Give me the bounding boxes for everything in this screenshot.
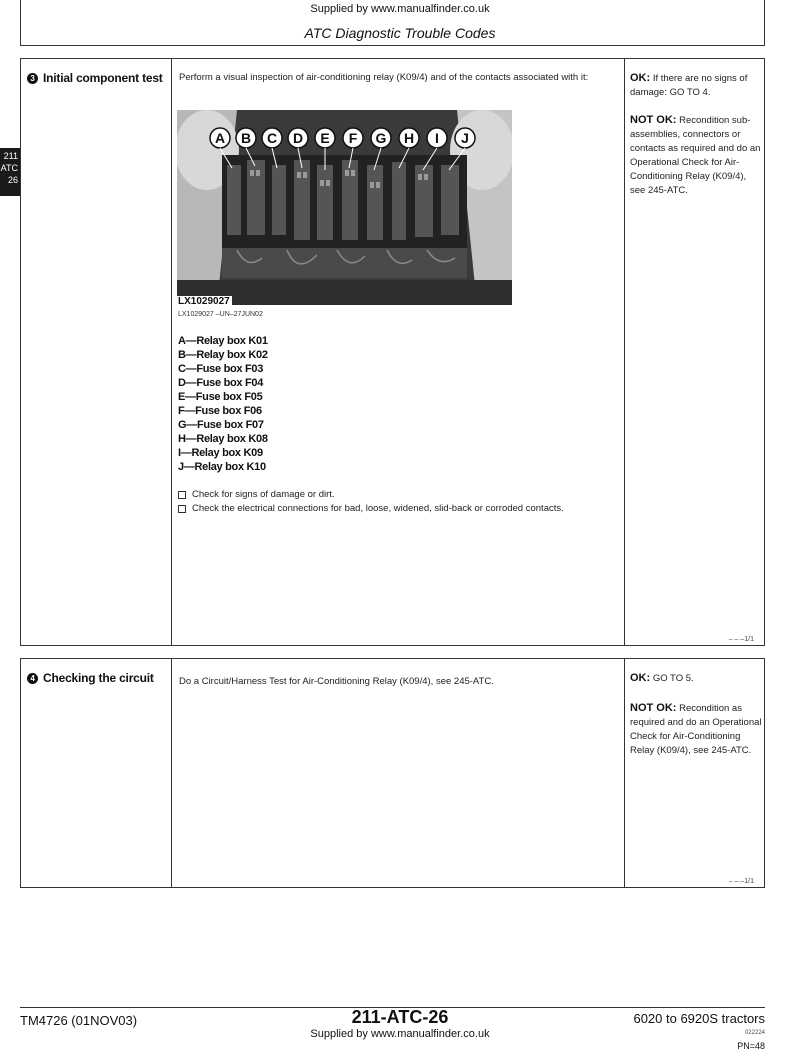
side-tab-line3: 26	[7, 175, 18, 185]
page-title: ATC Diagnostic Trouble Codes	[304, 25, 496, 41]
page-mark: – – –1/1	[728, 636, 754, 643]
check-item	[178, 488, 608, 502]
callout-label: J	[461, 130, 469, 146]
callout-label: H	[403, 130, 415, 146]
not-ok-text: Recondition sub-assemblies, connectors or contacts as required and do an Operational Check for Air-Conditioning Relay (K09/4), see 245-ATC.	[630, 115, 761, 196]
callout-label: F	[348, 130, 358, 146]
callout-label: E	[320, 130, 330, 146]
column-divider	[171, 659, 172, 887]
not-ok-text: Recondition as required and do an Operational Check for Air-Conditioning Relay (K09/4), see 245-ATC.	[630, 703, 762, 756]
callout-label: G	[375, 130, 387, 146]
footer-pn: PN=48	[737, 1041, 765, 1051]
legend-item: D—Fuse box F04	[178, 377, 264, 389]
legend-item: I—Relay box K09	[178, 447, 263, 459]
step-4-instruction: Do a Circuit/Harness Test for Air-Conditioning Relay (K09/4), see 245-ATC.	[179, 676, 494, 687]
ok-label: OK:	[630, 672, 651, 684]
step-4-title	[27, 671, 154, 685]
side-tab-line2: ATC	[0, 163, 18, 173]
legend-item: E—Fuse box F05	[178, 391, 263, 403]
component-legend	[178, 334, 268, 474]
step-4-title-text: Checking the circuit	[43, 671, 154, 685]
supplied-by-footer: Supplied by www.manualfinder.co.uk	[310, 1028, 490, 1040]
step-3-title-text: Initial component test	[43, 71, 163, 85]
legend-item: F—Fuse box F06	[178, 405, 262, 417]
ok-label: OK:	[630, 72, 651, 84]
legend-item: J—Relay box K10	[178, 461, 266, 473]
ok-text: GO TO 5.	[652, 673, 694, 684]
step-4-not-ok-result	[630, 701, 762, 758]
callout-label: B	[240, 130, 252, 146]
step-number-icon: 3	[27, 73, 38, 84]
check-item-text: Check the electrical connections for bad, loose, widened, slid-back or corroded contacts.	[192, 503, 564, 514]
step-3-title	[27, 71, 163, 85]
legend-item: A—Relay box K01	[178, 335, 268, 347]
checkbox-icon	[178, 491, 186, 499]
ok-text: If there are no signs of damage: GO TO 4.	[630, 73, 748, 98]
footer-page-number: 211-ATC-26	[351, 1007, 449, 1027]
step-3-ok-result	[630, 71, 762, 100]
check-list	[178, 488, 608, 516]
check-item-text: Check for signs of damage or dirt.	[192, 489, 335, 500]
footer-code: 022224	[744, 1030, 765, 1036]
callout-label: C	[266, 130, 278, 146]
supplied-by-header: Supplied by www.manualfinder.co.uk	[310, 3, 490, 15]
step-4-section	[20, 658, 765, 888]
legend-item: H—Relay box K08	[178, 433, 268, 445]
section-side-tab	[0, 148, 20, 196]
not-ok-label: NOT OK:	[630, 702, 677, 714]
step-3-instruction: Perform a visual inspection of air-conditioning relay (K09/4) and of the contacts associated with it:	[179, 72, 589, 83]
legend-item: G—Fuse box F07	[178, 419, 264, 431]
not-ok-label: NOT OK:	[630, 114, 677, 126]
relay-fuse-box-image	[177, 110, 512, 305]
legend-item: B—Relay box K02	[178, 349, 268, 361]
check-item	[178, 502, 608, 516]
step-4-ok-result	[630, 671, 762, 686]
legend-item: C—Fuse box F03	[178, 363, 264, 375]
relay-fuse-box-photo	[177, 110, 512, 305]
footer-model-range: 6020 to 6920S tractors	[633, 1011, 765, 1026]
callout-label: I	[435, 130, 439, 146]
footer-manual-id: TM4726 (01NOV03)	[20, 1013, 138, 1028]
step-3-not-ok-result	[630, 113, 762, 198]
column-divider	[171, 59, 172, 645]
column-divider	[624, 659, 625, 887]
photo-caption: LX1029027 –UN–27JUN02	[178, 311, 263, 318]
checkbox-icon	[178, 505, 186, 513]
callout-label: D	[292, 130, 304, 146]
column-divider	[624, 59, 625, 645]
callout-label: A	[214, 130, 226, 146]
side-tab-line1: 211	[3, 151, 18, 161]
photo-label: LX1029027	[178, 296, 230, 307]
step-number-icon: 4	[27, 673, 38, 684]
page-mark: – – –1/1	[728, 878, 754, 885]
